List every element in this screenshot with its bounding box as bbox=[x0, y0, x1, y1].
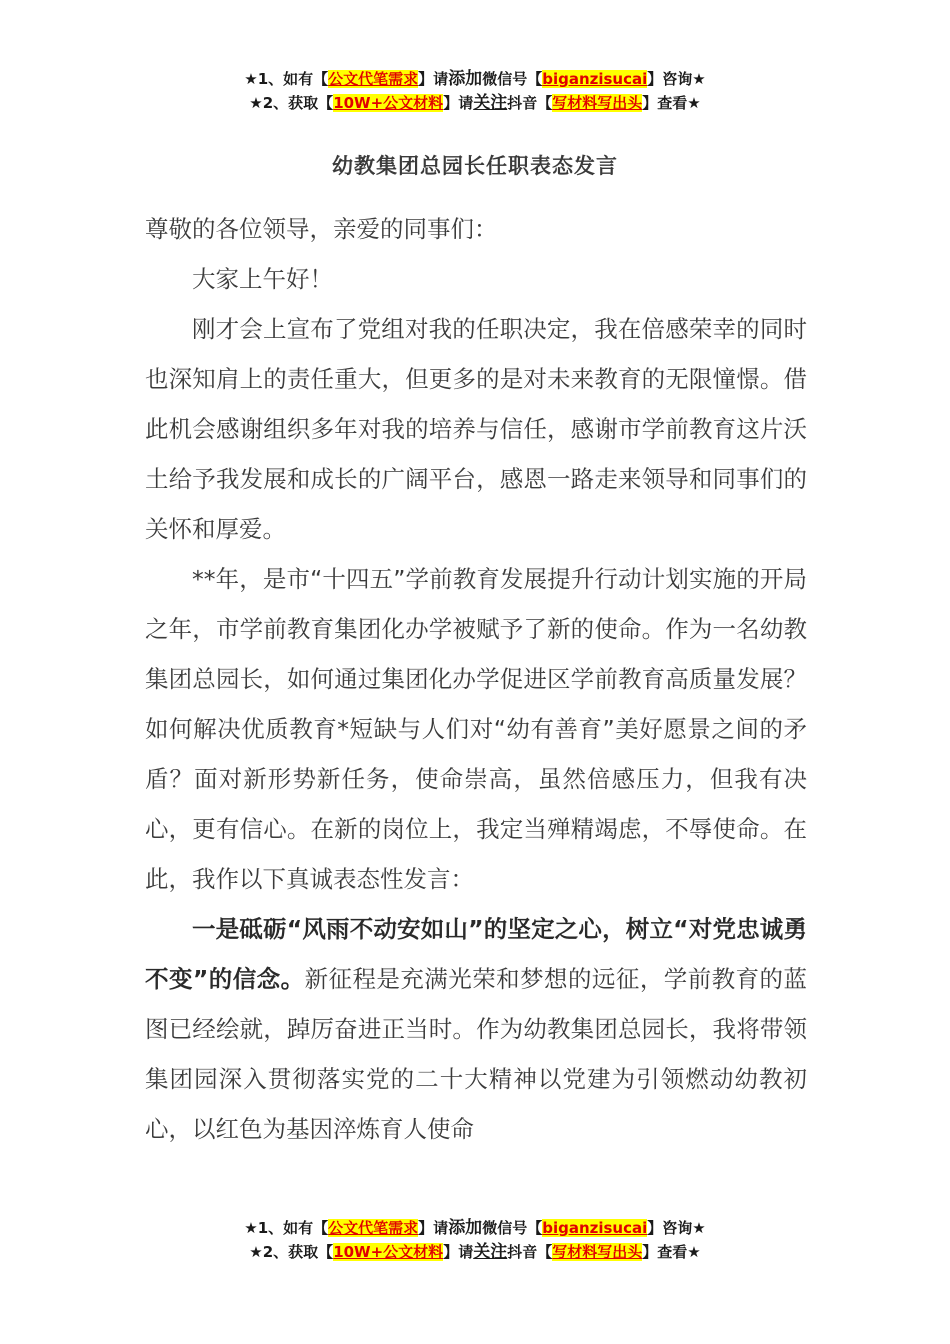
promo-text: 】请 bbox=[418, 70, 449, 88]
promo-highlight: 10W+公文材料 bbox=[333, 1243, 444, 1261]
promo-emphasis: 添加 bbox=[448, 1218, 483, 1238]
promo-banner-top bbox=[0, 67, 950, 115]
promo-text: ★1、如有【 bbox=[244, 1219, 329, 1237]
promo-text: 】查看★ bbox=[642, 1243, 701, 1261]
promo-text: 】请 bbox=[443, 94, 474, 112]
promo-text: 微信号【 bbox=[482, 70, 543, 88]
paragraph-heading: 一是砥砺“风雨不动安如山”的坚定之心，树立“对党忠诚勇不变”的信念。 bbox=[145, 915, 807, 993]
promo-line-1 bbox=[0, 67, 950, 91]
promo-text: 】请 bbox=[418, 1219, 449, 1237]
promo-highlight: 10W+公文材料 bbox=[333, 94, 444, 112]
promo-text: 微信号【 bbox=[482, 1219, 543, 1237]
paragraph bbox=[145, 904, 807, 1154]
promo-text: ★1、如有【 bbox=[244, 70, 329, 88]
promo-emphasis: 关注 bbox=[473, 93, 508, 113]
promo-douyin-id: 写材料写出头 bbox=[552, 1243, 643, 1261]
promo-banner-bottom bbox=[0, 1216, 950, 1264]
promo-line-1 bbox=[0, 1216, 950, 1240]
paragraph: 刚才会上宣布了党组对我的任职决定，我在倍感荣幸的同时也深知肩上的责任重大，但更多的是对未来教育的无限憧憬。借此机会感谢组织多年对我的培养与信任，感谢市学前教育这片沃土给予我发展和成长的广阔平台，感恩一路走来领导和同事们的关怀和厚爱。 bbox=[145, 315, 807, 543]
document-title: 幼教集团总园长任职表态发言 bbox=[332, 154, 618, 178]
promo-text: 】请 bbox=[443, 1243, 474, 1261]
promo-text: 抖音【 bbox=[507, 1243, 553, 1261]
promo-emphasis: 添加 bbox=[448, 69, 483, 89]
paragraph: **年，是市“十四五”学前教育发展提升行动计划实施的开局之年，市学前教育集团化办学被赋予了新的使命。作为一名幼教集团总园长，如何通过集团化办学促进区学前教育高质量发展？ 如何解决优质教育*短缺与人们对“幼有善育”美好愿景之间的矛盾？面对新形势新任务，使命崇高，虽然倍感压力，但我有决心，更有信心。在新的岗位上，我定当殚精竭虑，不辱使命。在此，我作以下真诚表态性发言： bbox=[145, 565, 807, 893]
promo-highlight: 公文代笔需求 bbox=[328, 1219, 419, 1237]
promo-highlight: 公文代笔需求 bbox=[328, 70, 419, 88]
greeting: 大家上午好！ bbox=[192, 265, 333, 293]
promo-line-2 bbox=[0, 91, 950, 115]
salutation: 尊敬的各位领导，亲爱的同事们： bbox=[145, 215, 498, 243]
promo-text: 】咨询★ bbox=[647, 1219, 706, 1237]
promo-line-2 bbox=[0, 1240, 950, 1264]
paragraph-text: 新征程是充满光荣和梦想的远征，学前教育的蓝图已经绘就，踔厉奋进正当时。作为幼教集团总园长，我将带领集团园深入贯彻落实党的二十大精神以党建为引领燃动幼教初心，以红色为基因淬炼育人使命 bbox=[145, 965, 808, 1143]
promo-text: 】查看★ bbox=[642, 94, 701, 112]
promo-text: 】咨询★ bbox=[647, 70, 706, 88]
document-body bbox=[145, 204, 807, 1154]
promo-wechat-id: biganzisucai bbox=[542, 1219, 648, 1237]
promo-emphasis: 关注 bbox=[473, 1242, 508, 1262]
promo-text: 抖音【 bbox=[507, 94, 553, 112]
promo-text: ★2、获取【 bbox=[249, 1243, 334, 1261]
promo-wechat-id: biganzisucai bbox=[542, 70, 648, 88]
promo-douyin-id: 写材料写出头 bbox=[552, 94, 643, 112]
promo-text: ★2、获取【 bbox=[249, 94, 334, 112]
